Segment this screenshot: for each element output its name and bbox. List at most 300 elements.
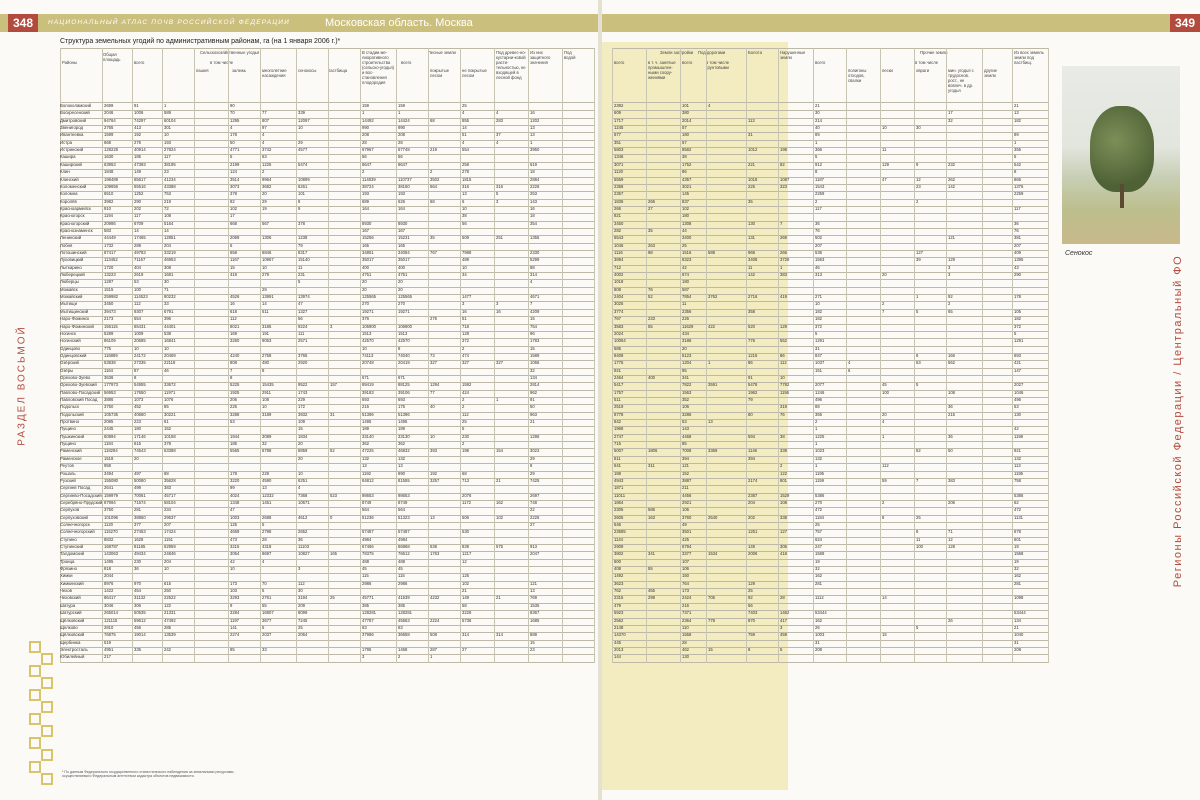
col-forest-covered: покрытые лесом [430,68,450,78]
table-cell: 7 [916,477,919,483]
table-cell: 110737 [398,176,412,182]
table-cell: 1202 [530,117,540,123]
table-cell: 76875 [104,632,116,638]
table-cell: 316 [496,183,503,189]
district-name: Пушкинский [60,433,85,439]
table-cell: 4024 [230,492,240,498]
table-cell: 45 [398,566,403,572]
table-cell: 10 [230,566,235,572]
district-name: Подольский [60,411,84,417]
table-cell: 4943 [614,477,624,483]
table-cell: 188 [614,470,621,476]
table-cell: 2571 [298,338,308,344]
table-cell: 870 [748,617,755,623]
table-cell: 13 [362,463,367,469]
table-cell: 400 [648,374,655,380]
table-cell: 5225 [230,382,240,388]
column-rule [296,48,297,663]
table-cell: 55 [262,602,267,608]
table-cell: 46832 [398,448,410,454]
table-cell: 32 [262,441,267,447]
column-rule [194,48,195,663]
table-cell: 189 [362,426,369,432]
table-cell: 1120 [104,521,114,527]
table-cell: 27335 [134,360,146,366]
table-cell: 10899 [298,176,310,182]
table-cell: 1925 [230,389,240,395]
table-cell: 14 [462,125,467,131]
table-cell: 564 [430,183,437,189]
table-cell: 38 [682,154,687,160]
table-cell: 127 [916,250,923,255]
table-cell: 1184 [104,441,114,447]
table-cell: 910 [104,205,111,211]
table-cell: 338 [780,514,787,520]
table-cell: 24846 [164,551,176,557]
table-cell: 583 [104,227,111,233]
table-cell: 3932 [298,411,308,417]
table-cell: 10 [262,404,267,410]
table-cell: 2173 [104,316,114,322]
table-cell: 489 [462,257,469,263]
table-cell: 615 [164,580,171,586]
table-cell: 3 [780,624,783,630]
table-cell: 41234 [164,176,176,182]
table-cell: 10 [882,125,887,131]
table-cell: 2364 [682,617,692,623]
table-cell: 3450 [614,220,624,226]
table-cell: 519 [104,639,111,645]
table-cell: 20 [362,286,367,292]
table-cell: 103 [230,588,237,594]
table-cell: 801 [780,477,787,483]
table-cell: 45 [882,382,887,388]
table-cell: 127 [780,529,787,535]
table-cell: 5565 [230,448,240,454]
table-cell: 10 [298,470,303,476]
table-cell: 6251 [298,477,308,483]
table-cell: 6794 [682,544,692,549]
table-cell: 211 [682,485,689,491]
district-name: Щелково [60,624,78,630]
table-cell: 3071 [614,161,624,167]
table-cell: 753 [164,191,171,197]
table-cell: 36 [815,220,820,226]
column-rule [396,48,397,663]
district-name: Коломенский [60,183,87,189]
table-cell: 1246 [815,389,825,395]
column-rule [494,48,495,663]
table-cell: 8930 [398,220,408,226]
table-cell: 112 [134,301,141,307]
district-name: Щёлковский [60,632,85,638]
table-cell: 125 [462,573,469,579]
table-cell: 74297 [134,117,146,123]
table-cell: 276 [430,316,437,322]
table-cell: 229 [262,470,269,476]
table-cell: 2986 [362,580,372,586]
table-cell: 601 [1014,536,1021,542]
table-cell: 1 [496,397,499,402]
table-cell: 1251 [748,529,758,535]
table-cell: 57487 [362,529,374,535]
table-cell: 15 [530,316,535,322]
table-cell: 76 [815,227,820,233]
table-cell: 28 [362,139,367,145]
table-cell: 109 [298,419,305,425]
table-cell: 85 [230,646,235,652]
table-cell: 7 [882,308,885,314]
col-roads-ground: в том числе грунтовыми [706,60,730,70]
table-cell: 91 [748,374,753,380]
district-name: Луховицкий [60,257,84,263]
table-cell: 6323 [682,257,692,263]
table-cell: 2519 [614,404,624,410]
page-number-right: 349 [1170,14,1200,32]
table-cell: 775 [104,345,111,351]
table-cell: 2445 [104,426,114,432]
table-cell: 2274 [230,632,240,638]
table-cell: 1252 [134,191,144,197]
table-cell: 163 [648,514,655,520]
table-cell: 15435 [262,382,274,388]
atlas-title: НАЦИОНАЛЬНЫЙ АТЛАС ПОЧВ РОССИЙСКОЙ ФЕДЕРАЦИИ [48,19,290,26]
table-cell: 10 [462,205,467,211]
table-cell: 352 [682,397,689,402]
table-cell: 575 [496,544,503,549]
table-cell: 2921 [682,499,692,505]
table-cell: 101 [298,191,305,197]
table-cell: 564 [362,507,369,513]
table-cell: 71 [164,286,169,292]
table-cell: 4240 [230,352,240,358]
table-cell: 15 [230,264,235,270]
table-cell: 19014 [134,632,146,638]
col-total-area: Общая площадь [103,52,121,62]
table-cell: 154 [496,448,503,454]
district-name: Наро-Фоминский [60,323,94,329]
table-cell: 47 [298,301,303,307]
table-cell: 89 [1014,132,1019,138]
table-cell: 152 [682,470,689,476]
district-name: Сергиево-Посадский [60,492,102,498]
table-cell: 5559 [614,176,624,182]
table-cell: 473 [230,536,237,542]
table-cell: 754 [530,323,537,329]
table-cell: 383 [164,485,171,491]
table-cell: 1681 [164,272,174,278]
table-cell: 3023 [530,448,540,454]
table-cell: 419 [230,272,237,278]
table-cell: 10 [164,566,169,572]
table-cell: 7782 [780,382,790,388]
table-cell: 162 [496,499,503,505]
row-rule [60,463,594,464]
table-cell: 3591 [708,382,718,388]
table-cell: 242 [164,646,171,652]
table-cell: 2077 [815,382,825,388]
table-cell: 424 [462,389,469,395]
table-cell: 11103 [298,544,310,549]
table-cell: 1743 [298,389,308,395]
col-forest-group: Лесные земли [428,50,456,55]
table-cell: 50 [230,139,235,145]
table-cell: 88 [530,264,535,270]
table-cell: 3260 [230,338,240,344]
district-name: Солнечногорск [60,521,90,527]
table-cell: 122 [780,470,787,476]
table-cell: 8099 [298,610,308,616]
table-cell: 1172 [462,499,472,505]
district-name: Рузский [60,477,76,483]
table-cell: 86109 [104,338,116,344]
table-cell: 1763 [430,551,440,557]
table-cell: 1195 [1014,470,1024,476]
table-cell: 5923 [614,610,624,616]
table-cell: 689 [362,198,369,204]
table-cell: 56 [362,154,367,160]
table-cell: 455 [648,588,655,594]
table-cell: 100 [916,544,923,549]
table-cell: 2085 [104,419,114,425]
table-cell: 20 [298,441,303,447]
table-cell: 3583 [614,323,624,329]
table-cell: 1 [815,463,818,469]
table-cell: 278 [462,169,469,175]
table-cell: 5 [916,624,919,630]
table-cell: 206 [948,499,955,505]
table-cell: 385 [362,602,369,608]
table-cell: 91 [530,397,535,402]
table-cell: 14 [882,595,887,601]
table-cell: 58104 [164,499,176,505]
table-cell: 175 [398,404,405,410]
table-cell: 54955 [134,382,146,388]
table-cell: 1806 [648,448,658,454]
table-cell: 958 [104,463,111,469]
table-cell: 2716 [748,294,758,300]
table-cell: 38850 [134,514,146,520]
table-cell: 232 [948,161,955,167]
table-cell: 10 [262,264,267,270]
table-cell: 60894 [104,433,116,439]
table-cell: 6 [230,242,233,248]
table-cell: 42 [1014,426,1019,432]
table-cell: 25 [462,103,467,108]
table-cell: 323 [780,183,787,189]
table-cell: 7 [530,301,533,307]
table-cell: 1563 [682,389,692,395]
table-cell: 1592 [462,382,472,388]
table-cell: 422 [708,323,715,329]
table-cell: 3 [948,272,951,278]
table-cell: 3215 [230,544,240,549]
table-cell: 4669 [230,529,240,535]
col-agri-total: всего [134,60,145,65]
table-cell: 88125 [398,382,410,388]
table-cell: 8 [230,374,233,380]
table-cell: 19 [815,558,820,564]
table-cell: 51396 [362,411,374,417]
table-cell: 767 [614,316,621,322]
table-cell: 287 [430,646,437,652]
table-cell: 31 [748,132,753,138]
table-cell: 1194 [104,213,114,219]
table-cell: 208 [398,132,405,138]
page-number-left: 348 [8,14,38,32]
table-cell: 270 [398,301,405,307]
table-cell: 91 [134,103,139,108]
table-cell: 341 [648,551,655,557]
table-cell: 372 [815,323,822,329]
table-cell: 82 [780,161,785,167]
table-cell: 15 [298,426,303,432]
table-cell: 44401 [164,323,176,329]
table-cell: 46 [164,367,169,373]
table-cell: 1245 [614,125,624,131]
table-cell: 2224 [430,617,440,623]
table-cell: 530 [462,529,469,535]
table-cell: 9 [916,161,919,167]
table-cell: 1529 [780,492,790,498]
table-cell: 13 [530,125,535,131]
table-cell: 59612 [134,617,146,623]
district-name: Можайск [60,286,78,292]
table-cell: 668 [104,139,111,145]
table-cell: 134 [530,374,537,380]
table-cell: 17 [230,213,235,219]
table-cell: 4 [848,360,851,366]
table-cell: 301 [164,125,171,131]
table-cell: 25 [462,419,467,425]
table-cell: 198 [462,448,469,454]
table-cell: 10158 [164,433,176,439]
district-name: Лобня [60,242,73,248]
table-cell: 811 [614,455,621,461]
table-cell: 88 [164,470,169,476]
table-cell: 1306 [262,235,272,241]
table-cell: 185 [134,154,141,160]
table-cell: 2259 [1014,191,1024,197]
table-cell: 2652 [298,529,308,535]
table-cell: 60104 [164,117,176,123]
table-cell: 79 [298,242,303,248]
table-cell: 2 [462,404,465,410]
table-cell: 5736 [462,617,472,623]
table-cell: 1073 [134,397,144,402]
col-roads-group: Под дорогами [698,50,726,55]
table-cell: 15 [530,345,535,351]
table-cell: 8778 [614,411,624,417]
table-cell: 588 [708,250,715,255]
table-cell: 1151 [164,536,174,542]
table-cell: 42570 [362,338,374,344]
table-cell: 121 [530,580,537,586]
table-cell: 159 [362,103,369,108]
table-cell: 13 [708,419,713,425]
table-cell: 381 [1014,235,1021,241]
table-cell: 3623 [614,580,624,586]
table-cell: 2259 [815,191,825,197]
col-hayfields: сенокосы [298,68,317,73]
table-cell: 42570 [398,338,410,344]
district-name: Протвино [60,419,80,425]
table-cell: 626 [398,198,405,204]
table-cell: 208 [815,646,822,652]
table-cell: 108 [164,213,171,219]
table-cell: 38195 [164,161,176,167]
table-cell: 269 [780,235,787,241]
table-cell: 11 [682,301,687,307]
table-cell: 290 [1014,272,1021,278]
tree-illustration [1090,106,1154,192]
table-cell: 16841 [164,338,176,344]
table-cell: 1131 [1014,514,1024,520]
table-cell: 53838 [104,360,116,366]
table-cell: 586 [648,507,655,513]
table-cell: 1599 [104,132,114,138]
table-cell: 14370 [614,632,626,638]
table-cell: 1775 [614,360,624,366]
table-cell: 150 [682,573,689,579]
table-cell: 4318 [262,544,272,549]
table-cell: 266 [780,250,787,255]
table-cell: 192 [430,470,437,476]
table-cell: 113 [1014,463,1021,469]
table-cell: 1040 [1014,632,1024,638]
table-cell: 43 [1014,264,1019,270]
col-forest-not-covered: не покрытые лесом [462,68,487,78]
table-cell: 394 [682,455,689,461]
table-cell: 776 [748,338,755,344]
table-cell: 35017 [398,257,410,263]
table-cell: 100 [882,389,889,395]
table-cell: 233 [648,316,655,322]
hayfield-photo [1062,66,1180,244]
table-cell: 1535 [530,602,540,608]
table-cell: 29 [262,286,267,292]
table-cell: 164 [362,205,369,211]
table-cell: 715 [614,441,621,447]
table-cell: 128228 [104,147,118,153]
table-cell: 76612 [398,551,410,557]
table-cell: 1944 [230,433,240,439]
table-cell: 6 [462,198,465,204]
table-cell: 693 [362,397,369,402]
table-cell: 1098 [1014,595,1024,601]
district-name: Кашира [60,154,76,160]
table-cell: 1003 [230,514,240,520]
table-cell: 404 [134,264,141,270]
table-cell: 230 [462,433,469,439]
table-cell: 117 [815,205,822,211]
district-name: Лыткарино [60,264,82,270]
table-cell: 151 [815,367,822,373]
district-name: Пущино [60,426,76,432]
table-cell: 29 [262,198,267,204]
table-cell: 66868 [398,544,410,549]
table-cell: 693 [398,397,405,402]
table-cell: 159979 [104,492,118,498]
table-cell: 156115 [104,323,118,329]
table-cell: 1159 [815,477,825,483]
table-cell: 13 [398,463,403,469]
table-cell: 129 [748,580,755,586]
col-ravines: овраги [916,68,930,73]
col-other-total: всего [815,60,826,65]
table-cell: 117 [164,154,171,160]
table-cell: 6261 [298,183,308,189]
